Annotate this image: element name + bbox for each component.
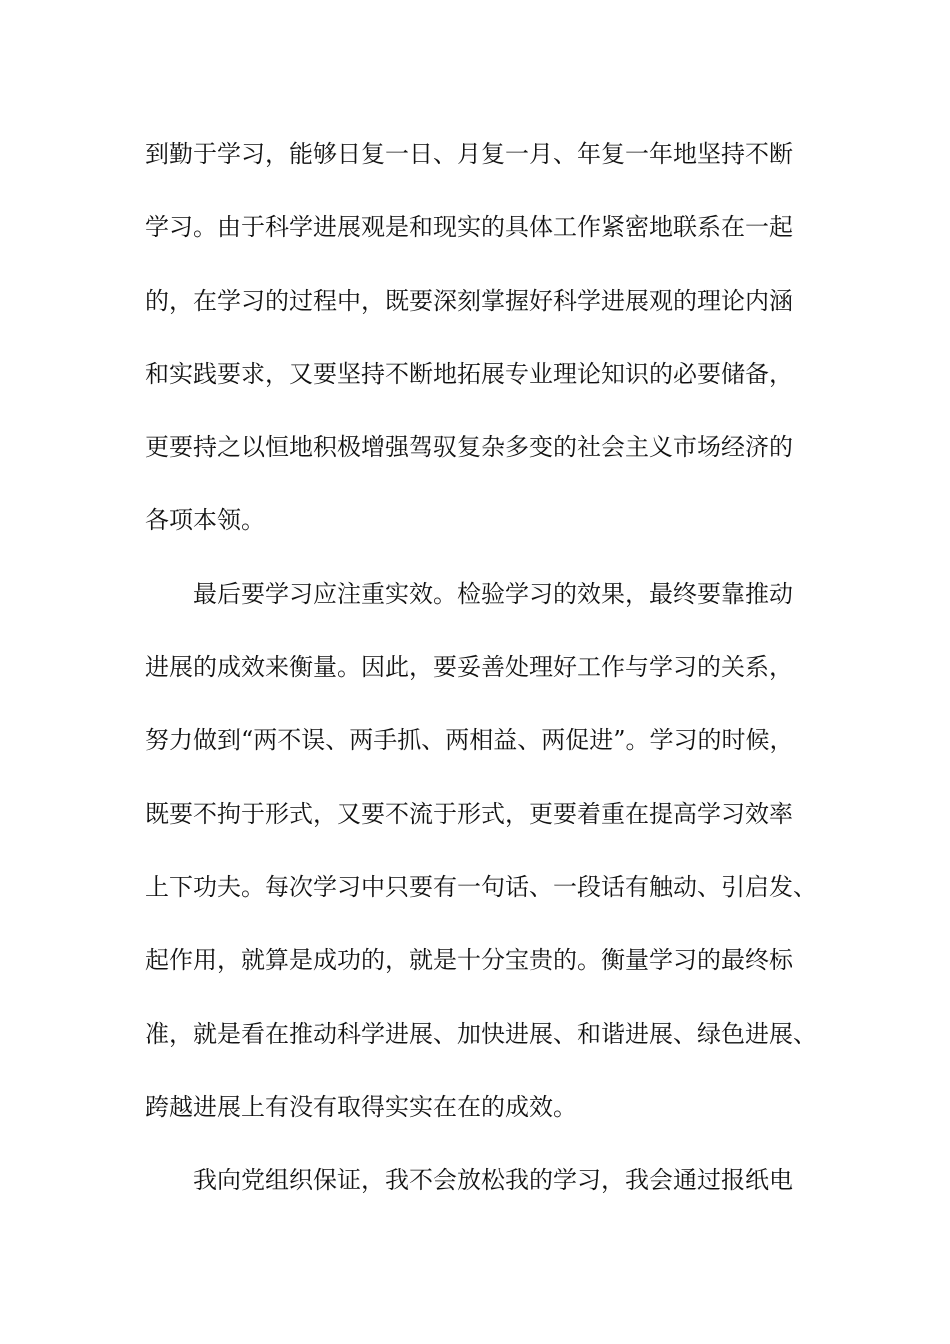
text-line: 进展的成效来衡量。因此，要妥善处理好工作与学习的关系， bbox=[145, 653, 793, 682]
text-line: 起作用，就算是成功的，就是十分宝贵的。衡量学习的最终标 bbox=[145, 946, 793, 975]
paragraph-first-line: 最后要学习应注重实效。检验学习的效果，最终要靠推动 bbox=[193, 579, 793, 608]
text-line: 既要不拘于形式，又要不流于形式，更要着重在提高学习效率 bbox=[145, 799, 793, 828]
text-line: 努力做到“两不误、两手抓、两相益、两促进”。学习的时候， bbox=[145, 726, 794, 755]
text-line: 准，就是看在推动科学进展、加快进展、和谐进展、绿色进展、 bbox=[145, 1019, 817, 1048]
text-line: 跨越进展上有没有取得实实在在的成效。 bbox=[145, 1092, 577, 1121]
text-line: 更要持之以恒地积极增强驾驭复杂多变的社会主义市场经济的 bbox=[145, 433, 793, 462]
text-line: 上下功夫。每次学习中只要有一句话、一段话有触动、引启发、 bbox=[145, 872, 817, 901]
text-line: 到勤于学习，能够日复一日、月复一月、年复一年地坚持不断 bbox=[145, 140, 793, 168]
text-line: 各项本领。 bbox=[145, 506, 265, 535]
paragraph-first-line: 我向党组织保证，我不会放松我的学习，我会通过报纸电 bbox=[193, 1166, 793, 1195]
text-line: 学习。由于科学进展观是和现实的具体工作紧密地联系在一起 bbox=[145, 213, 793, 242]
text-line: 的，在学习的过程中，既要深刻掌握好科学进展观的理论内涵 bbox=[145, 286, 793, 315]
body-text bbox=[145, 130, 815, 1229]
text-line: 和实践要求，又要坚持不断地拓展专业理论知识的必要储备， bbox=[145, 359, 793, 388]
